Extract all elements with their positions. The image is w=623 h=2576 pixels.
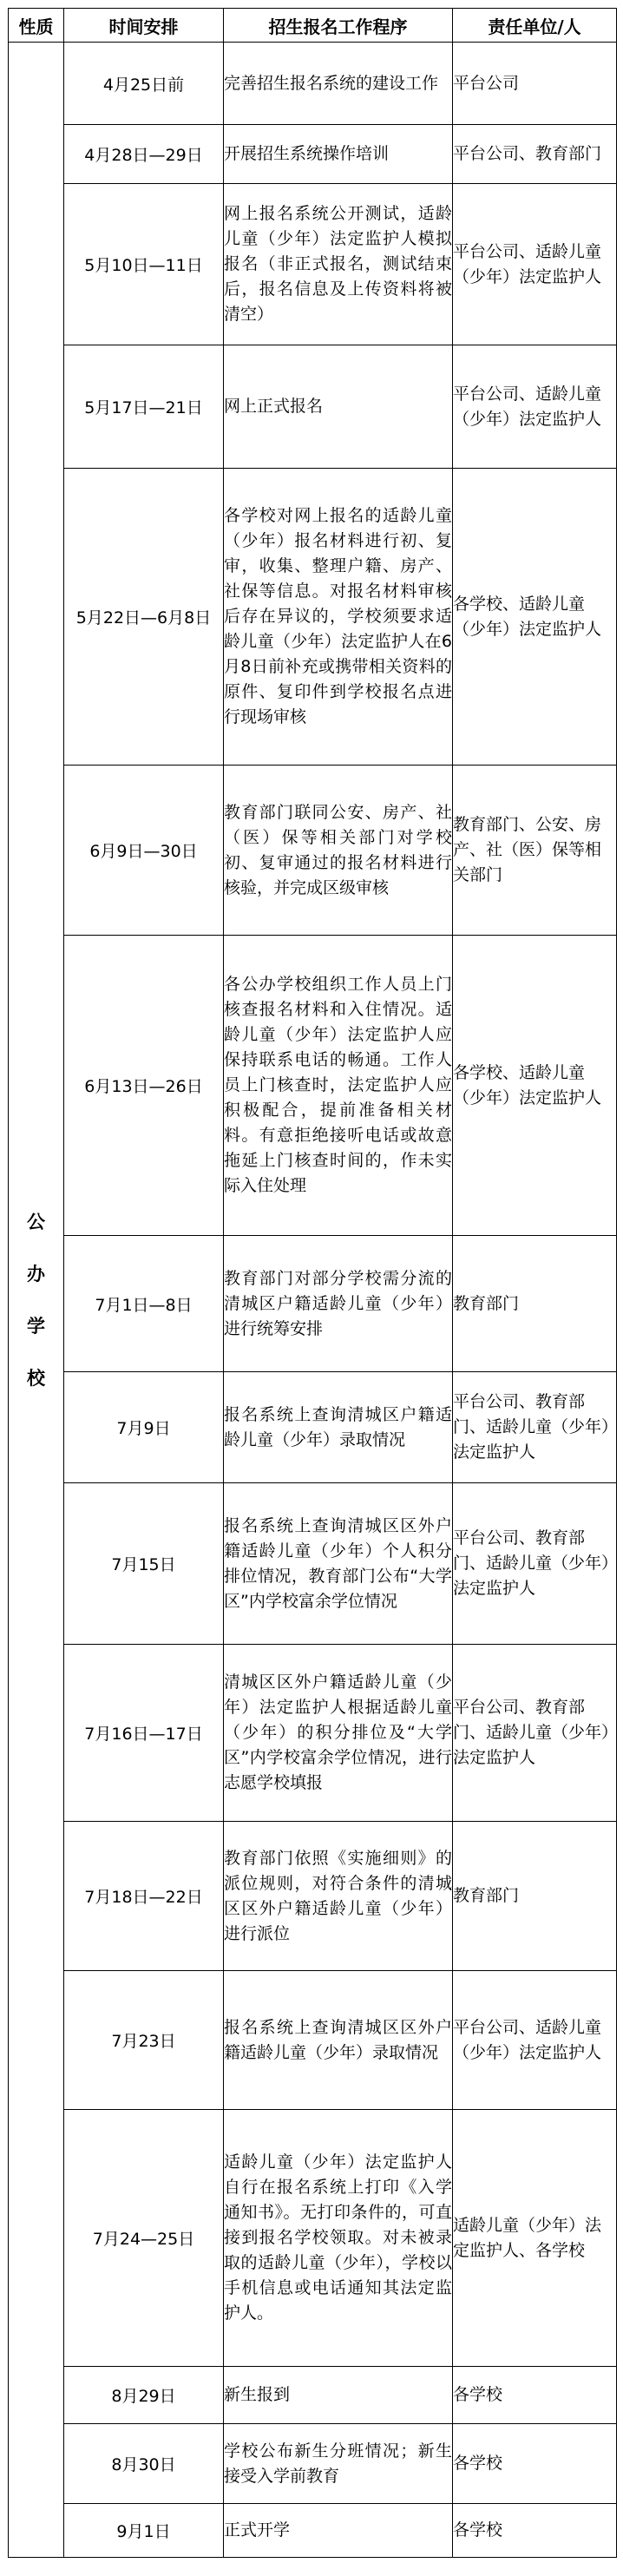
table-row: [9, 1645, 617, 1822]
time-cell: 7月18日—22日: [64, 1822, 224, 1971]
time-cell: 5月22日—6月8日: [64, 469, 224, 766]
table-row: [9, 1483, 617, 1645]
header-procedure: 招生报名工作程序: [224, 9, 453, 43]
time-cell: 7月16日—17日: [64, 1645, 224, 1822]
table-row: [9, 469, 617, 766]
responsible-cell: 教育部门、公安、房产、社（医）保等相关部门: [453, 766, 617, 936]
table-row: [9, 766, 617, 936]
responsible-cell: 各学校、适龄儿童（少年）法定监护人: [453, 469, 617, 766]
enrollment-schedule-table: [8, 8, 617, 2558]
procedure-cell: 学校公布新生分班情况；新生接受入学前教育: [224, 2424, 453, 2504]
procedure-cell: 完善招生报名系统的建设工作: [224, 43, 453, 125]
responsible-cell: 各学校: [453, 2367, 617, 2424]
responsible-cell: 教育部门: [453, 1236, 617, 1372]
responsible-cell: 平台公司、适龄儿童（少年）法定监护人: [453, 1971, 617, 2110]
time-cell: 5月17日—21日: [64, 345, 224, 469]
table-row: [9, 1822, 617, 1971]
responsible-cell: 各学校: [453, 2424, 617, 2504]
header-row: [9, 9, 617, 43]
time-cell: 8月29日: [64, 2367, 224, 2424]
table-row: [9, 345, 617, 469]
responsible-cell: 适龄儿童（少年）法定监护人、各学校: [453, 2110, 617, 2367]
responsible-cell: 教育部门: [453, 1822, 617, 1971]
time-cell: 6月9日—30日: [64, 766, 224, 936]
time-cell: 7月1日—8日: [64, 1236, 224, 1372]
header-time: 时间安排: [64, 9, 224, 43]
procedure-cell: 网上报名系统公开测试，适龄儿童（少年）法定监护人模拟报名（非正式报名，测试结束后，报名信息及上传资料将被清空）: [224, 184, 453, 345]
responsible-cell: 各学校、适龄儿童（少年）法定监护人: [453, 936, 617, 1236]
procedure-cell: 教育部门对部分学校需分流的清城区户籍适龄儿童（少年）进行统筹安排: [224, 1236, 453, 1372]
procedure-cell: 适龄儿童（少年）法定监护人自行在报名系统上打印《入学通知书》。无打印条件的，可直接到报名学校领取。对未被录取的适龄儿童（少年），学校以手机信息或电话通知其法定监护人。: [224, 2110, 453, 2367]
header-responsible: 责任单位/人: [453, 9, 617, 43]
responsible-cell: 平台公司、教育部门: [453, 125, 617, 184]
header-type: 性质: [9, 9, 64, 43]
time-cell: 4月28日—29日: [64, 125, 224, 184]
table-row: [9, 2424, 617, 2504]
time-cell: 7月9日: [64, 1372, 224, 1483]
procedure-cell: 清城区区外户籍适龄儿童（少年）法定监护人根据适龄儿童（少年）的积分排位及“大学区”内学校富余学位情况，进行志愿学校填报: [224, 1645, 453, 1822]
time-cell: 5月10日—11日: [64, 184, 224, 345]
school-type-cell: [9, 43, 64, 2558]
table-row: [9, 125, 617, 184]
school-type-label: 公 办 学 校: [27, 1211, 45, 1389]
table-row: [9, 1372, 617, 1483]
procedure-cell: 教育部门依照《实施细则》的派位规则，对符合条件的清城区区外户籍适龄儿童（少年）进行派位: [224, 1822, 453, 1971]
procedure-cell: 报名系统上查询清城区户籍适龄儿童（少年）录取情况: [224, 1372, 453, 1483]
table-row: [9, 2367, 617, 2424]
responsible-cell: 平台公司、教育部门、适龄儿童（少年）法定监护人: [453, 1483, 617, 1645]
procedure-cell: 开展招生系统操作培训: [224, 125, 453, 184]
responsible-cell: 平台公司、适龄儿童（少年）法定监护人: [453, 184, 617, 345]
procedure-cell: 正式开学: [224, 2504, 453, 2558]
procedure-cell: 各学校对网上报名的适龄儿童（少年）报名材料进行初、复审，收集、整理户籍、房产、社保等信息。对报名材料审核后存在异议的，学校须要求适龄儿童（少年）法定监护人在6月8日前补充或携带相关资料的原件、复印件到学校报名点进行现场审核: [224, 469, 453, 766]
table-row: [9, 2504, 617, 2558]
table-row: [9, 1971, 617, 2110]
table-row: [9, 2110, 617, 2367]
time-cell: 7月23日: [64, 1971, 224, 2110]
time-cell: 7月15日: [64, 1483, 224, 1645]
procedure-cell: 网上正式报名: [224, 345, 453, 469]
time-cell: 8月30日: [64, 2424, 224, 2504]
responsible-cell: 平台公司、教育部门、适龄儿童（少年）法定监护人: [453, 1645, 617, 1822]
responsible-cell: 平台公司、适龄儿童（少年）法定监护人: [453, 345, 617, 469]
responsible-cell: 平台公司、教育部门、适龄儿童（少年）法定监护人: [453, 1372, 617, 1483]
procedure-cell: 报名系统上查询清城区区外户籍适龄儿童（少年）录取情况: [224, 1971, 453, 2110]
procedure-cell: 教育部门联同公安、房产、社（医）保等相关部门对学校初、复审通过的报名材料进行核验，并完成区级审核: [224, 766, 453, 936]
table-row: [9, 936, 617, 1236]
time-cell: 4月25日前: [64, 43, 224, 125]
time-cell: 9月1日: [64, 2504, 224, 2558]
time-cell: 6月13日—26日: [64, 936, 224, 1236]
table-row: [9, 43, 617, 125]
procedure-cell: 报名系统上查询清城区区外户籍适龄儿童（少年）个人积分排位情况，教育部门公布“大学区”内学校富余学位情况: [224, 1483, 453, 1645]
responsible-cell: 平台公司: [453, 43, 617, 125]
procedure-cell: 新生报到: [224, 2367, 453, 2424]
procedure-cell: 各公办学校组织工作人员上门核查报名材料和入住情况。适龄儿童（少年）法定监护人应保持联系电话的畅通。工作人员上门核查时，法定监护人应积极配合，提前准备相关材料。有意拒绝接听电话或故意拖延上门核查时间的，作未实际入住处理: [224, 936, 453, 1236]
time-cell: 7月24—25日: [64, 2110, 224, 2367]
table-row: [9, 1236, 617, 1372]
responsible-cell: 各学校: [453, 2504, 617, 2558]
table-row: [9, 184, 617, 345]
